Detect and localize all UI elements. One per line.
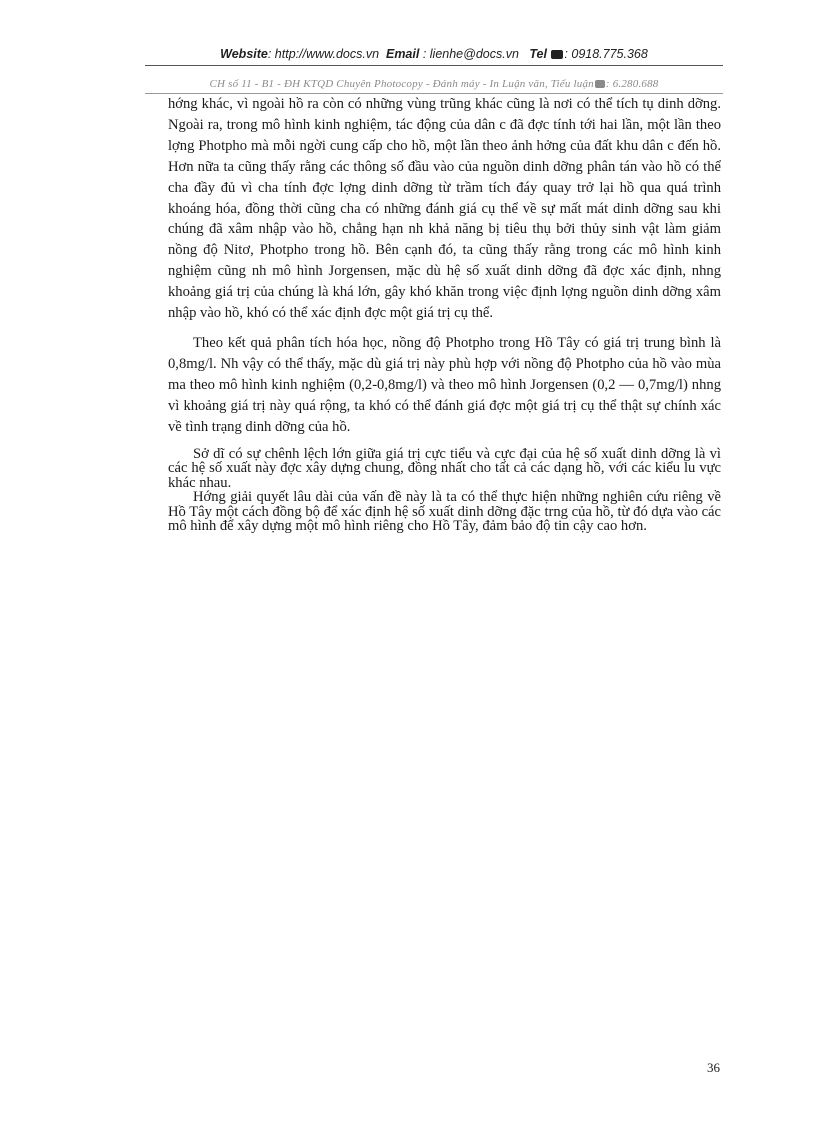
tel-label: Tel xyxy=(529,47,547,61)
header-contact-line xyxy=(145,47,723,61)
page-number: 36 xyxy=(707,1060,720,1075)
phone-icon xyxy=(551,50,563,59)
email-label: Email xyxy=(385,47,420,61)
paragraph: Theo kết quả phân tích hóa học, nồng độ Photpho trong Hồ Tây có giá trị trung bình là 0,8mg/l. Nh vậy có thể thấy, mặc dù giá trị này phù hợp với nồng độ Photpho của hồ vào mùa ma theo mô hình kinh nghiệm (0,2-0,8mg/l) và theo mô hình Jorgensen (0,2 — 0,7mg/l) nhng vì khoảng giá trị này quá rộng, ta khó có thể đánh giá đợc một giá trị cụ thể thật sự chính xác về tình trạng dinh dỡng của hồ. xyxy=(168,334,721,435)
website-label: Website xyxy=(220,47,268,61)
phone-icon xyxy=(595,80,605,88)
header-shop-line xyxy=(145,78,723,90)
paragraph: hớng khác, vì ngoài hồ ra còn có những vùng trũng khác cũng là nơi có thể tích tụ dinh dỡng. Ngoài ra, trong mô hình kinh nghiệm, tác động của dân c đã đợc tính tới hai lần, một lần theo lợng Photpho mà mỗi ngời cung cấp cho hồ, một lần theo ảnh hởng của đất khu dân c đến hồ. Hơn nữa ta cũng thấy rằng các thông số đầu vào của nguồn dinh dỡng phân tán vào hồ có thể cha đầy đủ vì cha tính đợc lợng dinh dỡng từ trầm tích đáy quay trở lại hồ qua quá trình khoáng hóa, đồng thời cũng cha có những đánh giá cụ thể về sự mất mát dinh dỡng sau khi chúng đã xâm nhập vào hồ, chẳng hạn nh khả năng bị tiêu thụ bởi thủy sinh vật làm giảm nồng độ Nitơ, Photpho trong hồ. Bên cạnh đó, ta cũng thấy rằng trong các mô hình kinh nghiệm cũng nh mô hình Jorgensen, mặc dù hệ số xuất dinh dỡng đã đợc xác định, nhng khoảng giá trị của chúng là khá lớn, gây khó khăn trong việc định lợng nguồn dinh dỡng xâm nhập vào hồ, khó có thể xác định đợc một giá trị cụ thể. xyxy=(168,96,721,322)
paragraph: Sở dĩ có sự chênh lệch lớn giữa giá trị cực tiểu và cực đại của hệ số xuất dinh dỡng là vì các hệ số xuất này đợc xây dựng chung, đồng nhất cho tất cả các dạng hồ, với các kiểu lu vực khác nhau. xyxy=(168,445,721,491)
paragraph: Hớng giải quyết lâu dài của vấn đề này là ta có thể thực hiện những nghiên cứu riêng về Hồ Tây một cách đồng bộ để xác định hệ số xuất dinh dỡng đặc trng của hồ, từ đó dựa vào các mô hình để xây dựng một mô hình riêng cho Hồ Tây, đảm bảo độ tin cậy cao hơn. xyxy=(168,489,721,535)
shop-phone: : 6.280.688 xyxy=(605,78,659,90)
email-value: : lienhe@docs.vn xyxy=(422,47,519,61)
body-text xyxy=(168,94,721,534)
shop-info: CH số 11 - B1 - ĐH KTQD Chuyên Photocopy - Đánh máy - In Luận văn, Tiểu luận xyxy=(209,78,594,90)
header-rule xyxy=(145,65,723,66)
website-value: : http://www.docs.vn xyxy=(267,47,380,61)
tel-value: : 0918.775.368 xyxy=(564,47,648,61)
